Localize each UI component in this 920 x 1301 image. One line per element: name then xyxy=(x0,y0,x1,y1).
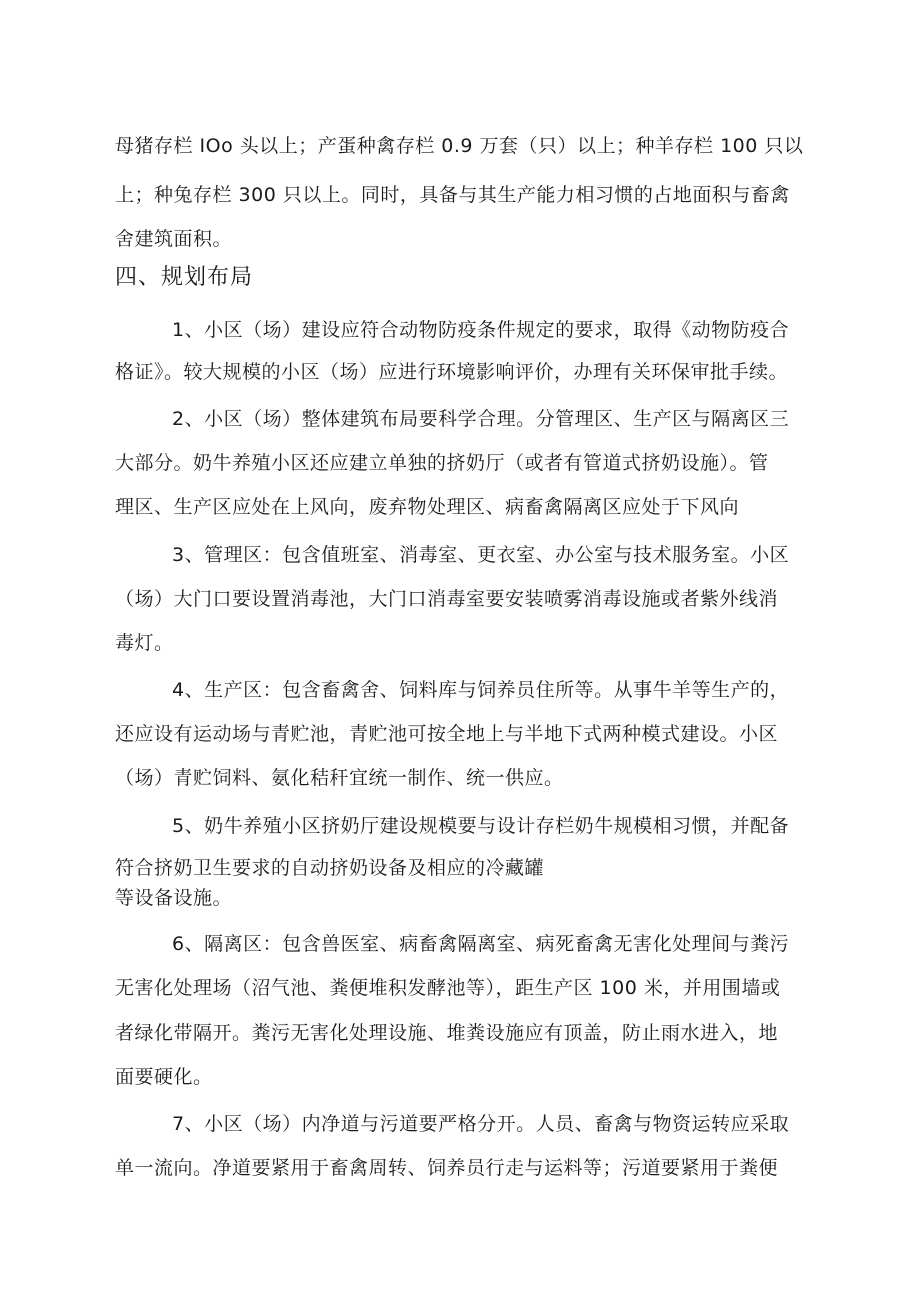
text-line-14: 还应设有运动场与青贮池，青贮池可按全地上与半地下式两种模式建设。小区 xyxy=(115,723,779,745)
text-line-18: 等设备设施。 xyxy=(115,887,233,909)
text-line-20: 无害化处理场（沼气池、粪便堆积发酵池等），距生产区 100 米，并用围墙或 xyxy=(115,977,781,999)
text-line-5: 1、小区（场）建设应符合动物防疫条件规定的要求，取得《动物防疫合 xyxy=(172,319,790,341)
text-line-17: 符合挤奶卫生要求的自动挤奶设备及相应的冷藏罐 xyxy=(115,857,545,879)
text-line-11: （场）大门口要设置消毒池，大门口消毒室要安装喷雾消毒设施或者紫外线消 xyxy=(115,588,779,610)
text-line-3: 舍建筑面积。 xyxy=(115,228,233,250)
text-line-7: 2、小区（场）整体建筑布局要科学合理。分管理区、生产区与隔离区三 xyxy=(172,408,790,430)
text-line-6: 格证》。较大规模的小区（场）应进行环境影响评价，办理有关环保审批手续。 xyxy=(115,361,789,383)
section-heading: 四、规划布局 xyxy=(115,265,254,290)
text-line-24: 单一流向。净道要紧用于畜禽周转、饲养员行走与运料等；污道要紧用于粪便 xyxy=(115,1157,779,1179)
text-line-8: 大部分。奶牛养殖小区还应建立单独的挤奶厅（或者有管道式挤奶设施）。管 xyxy=(115,452,769,474)
text-line-12: 毒灯。 xyxy=(115,632,174,654)
text-line-9: 理区、生产区应处在上风向，废弃物处理区、病畜禽隔离区应处于下风向 xyxy=(115,496,740,518)
text-line-15: （场）青贮饲料、氨化秸秆宜统一制作、统一供应。 xyxy=(115,767,564,789)
text-line-19: 6、隔离区：包含兽医室、病畜禽隔离室、病死畜禽无害化处理间与粪污 xyxy=(172,933,790,955)
text-line-22: 面要硬化。 xyxy=(115,1066,213,1088)
text-line-1: 母猪存栏 IOo 头以上；产蛋种禽存栏 0.9 万套（只）以上；种羊存栏 100 只以 xyxy=(115,135,804,157)
text-line-23: 7、小区（场）内净道与污道要严格分开。人员、畜禽与物资运转应采取 xyxy=(172,1113,790,1135)
text-line-10: 3、管理区：包含值班室、消毒室、更衣室、办公室与技术服务室。小区 xyxy=(172,544,790,566)
text-line-2: 上；种兔存栏 300 只以上。同时，具备与其生产能力相习惯的占地面积与畜禽 xyxy=(115,184,790,206)
text-line-16: 5、奶牛养殖小区挤奶厅建设规模要与设计存栏奶牛规模相习惯，并配备 xyxy=(172,815,790,837)
text-line-13: 4、生产区：包含畜禽舍、饲料库与饲养员住所等。从事牛羊等生产的， xyxy=(172,679,790,701)
text-line-21: 者绿化带隔开。粪污无害化处理设施、堆粪设施应有顶盖，防止雨水进入，地 xyxy=(115,1022,779,1044)
